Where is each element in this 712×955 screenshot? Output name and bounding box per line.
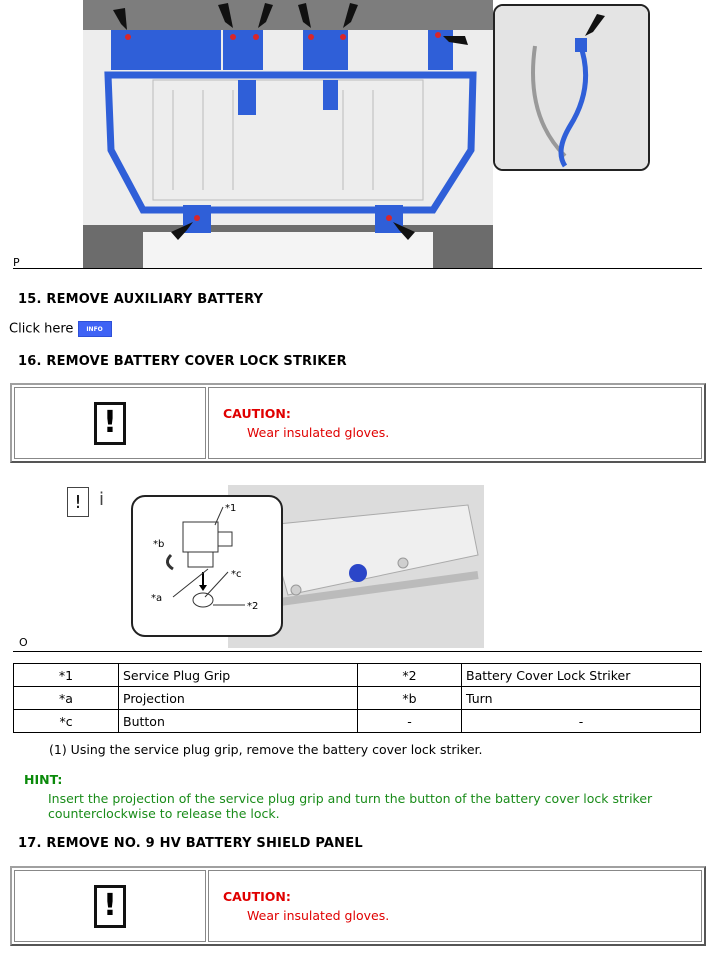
step-15-title: 15. REMOVE AUXILIARY BATTERY [18,292,264,307]
step-17-title: 17. REMOVE NO. 9 HV BATTERY SHIELD PANEL [18,836,363,851]
inset-diagram [495,6,650,171]
instruction-text: (1) Using the service plug grip, remove the battery cover lock striker. [49,742,483,757]
hint-line-2: counterclockwise to release the lock. [48,806,280,821]
step-16-title: 16. REMOVE BATTERY COVER LOCK STRIKER [18,354,347,369]
legend-key: *a [14,687,119,710]
figure-lock-striker [13,475,702,652]
caution-icon-cell [14,387,206,459]
svg-text:*2: *2 [247,601,259,612]
warning-small-icon: ! [67,487,89,517]
figure-frame-bolts [13,0,702,269]
exclamation-icon: ! [94,402,126,445]
legend-value: Service Plug Grip [119,664,358,687]
table-row [14,710,701,733]
table-row [14,687,701,710]
hint-text [48,791,652,821]
hint-line-1: Insert the projection of the service plug grip and turn the button of the battery cover lock striker [48,791,653,806]
info-small-icon: i [99,489,105,510]
inset-cable-clamp [493,4,650,171]
figure-label: O [19,636,28,649]
hint-label: HINT: [24,772,63,787]
caution-label: CAUTION: [223,406,291,421]
legend-value: Turn [462,687,701,710]
legend-table [13,663,701,733]
info-button[interactable]: INFO [78,321,112,337]
caution-box-16 [10,383,706,463]
legend-key: *1 [14,664,119,687]
caution-text-cell [208,387,702,459]
legend-value: - [462,710,701,733]
illustration-floor-frame [83,0,493,268]
frame-diagram [83,0,493,268]
caution-text: Wear insulated gloves. [247,425,390,440]
legend-key: *b [358,687,462,710]
figure-label: P [13,256,20,269]
legend-value: Battery Cover Lock Striker [462,664,701,687]
svg-text:*b: *b [153,539,165,550]
service-plug-diagram [133,497,281,635]
legend-key: - [358,710,462,733]
caution-text: Wear insulated gloves. [247,908,390,923]
caution-box-17 [10,866,706,946]
click-here-text: Click here [9,321,74,337]
table-row [14,664,701,687]
caution-icon-cell [14,870,206,942]
legend-value: Projection [119,687,358,710]
svg-text:*a: *a [151,593,163,604]
legend-value: Button [119,710,358,733]
svg-text:*c: *c [231,569,242,580]
inset-service-plug [131,495,283,637]
exclamation-icon: ! [94,885,126,928]
svg-text:*1: *1 [225,503,237,514]
click-here-row [9,321,112,337]
caution-text-cell [208,870,702,942]
legend-key: *2 [358,664,462,687]
caution-label: CAUTION: [223,889,291,904]
legend-key: *c [14,710,119,733]
